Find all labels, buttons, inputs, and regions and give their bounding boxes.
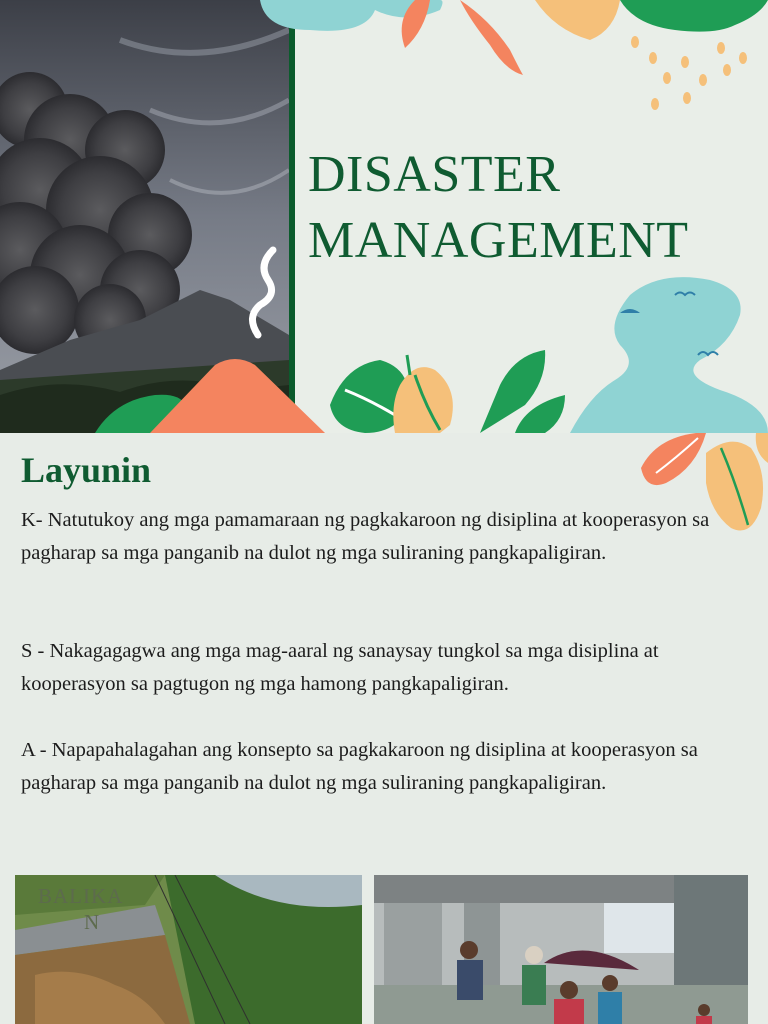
gallery-section	[0, 873, 768, 1024]
page-title	[308, 142, 748, 274]
objective-knowledge: K- Natutukoy ang mga pamamaraan ng pagkakaroon ng disiplina at kooperasyon sa pagharap sa mga panganib na dulot ng mga suliraning pangkapaligiran.	[21, 509, 710, 564]
objective-skill: S - Nakagagagwa ang mga mag-aaral ng sanaysay tungkol sa mga disiplina at kooperasyon sa pagtugon ng mga hamong pangkapaligiran.	[21, 640, 659, 695]
top-leaf-decoration	[255, 0, 768, 120]
objectives-heading: Layunin	[21, 450, 152, 490]
corner-leaf-decoration	[636, 433, 768, 538]
bottom-leaf-decoration	[95, 345, 575, 433]
flood-photo	[374, 875, 748, 1024]
title-line-1: DISASTER	[308, 146, 561, 203]
title-line-2: MANAGEMENT	[308, 212, 689, 269]
river-decoration	[570, 265, 768, 433]
landslide-photo	[15, 875, 362, 1024]
balikan-label	[38, 883, 123, 935]
smoke-icon	[238, 245, 283, 340]
balikan-label-line-1: BALIKA	[38, 884, 124, 908]
balikan-label-line-2: N	[84, 910, 101, 934]
objectives-section	[0, 433, 768, 873]
title-slide	[0, 0, 768, 433]
objective-attitude: A - Napapahalagahan ang konsepto sa pagkakaroon ng disiplina at kooperasyon sa pagharap sa mga panganib na dulot ng mga suliraning pangkapaligiran.	[21, 739, 698, 794]
